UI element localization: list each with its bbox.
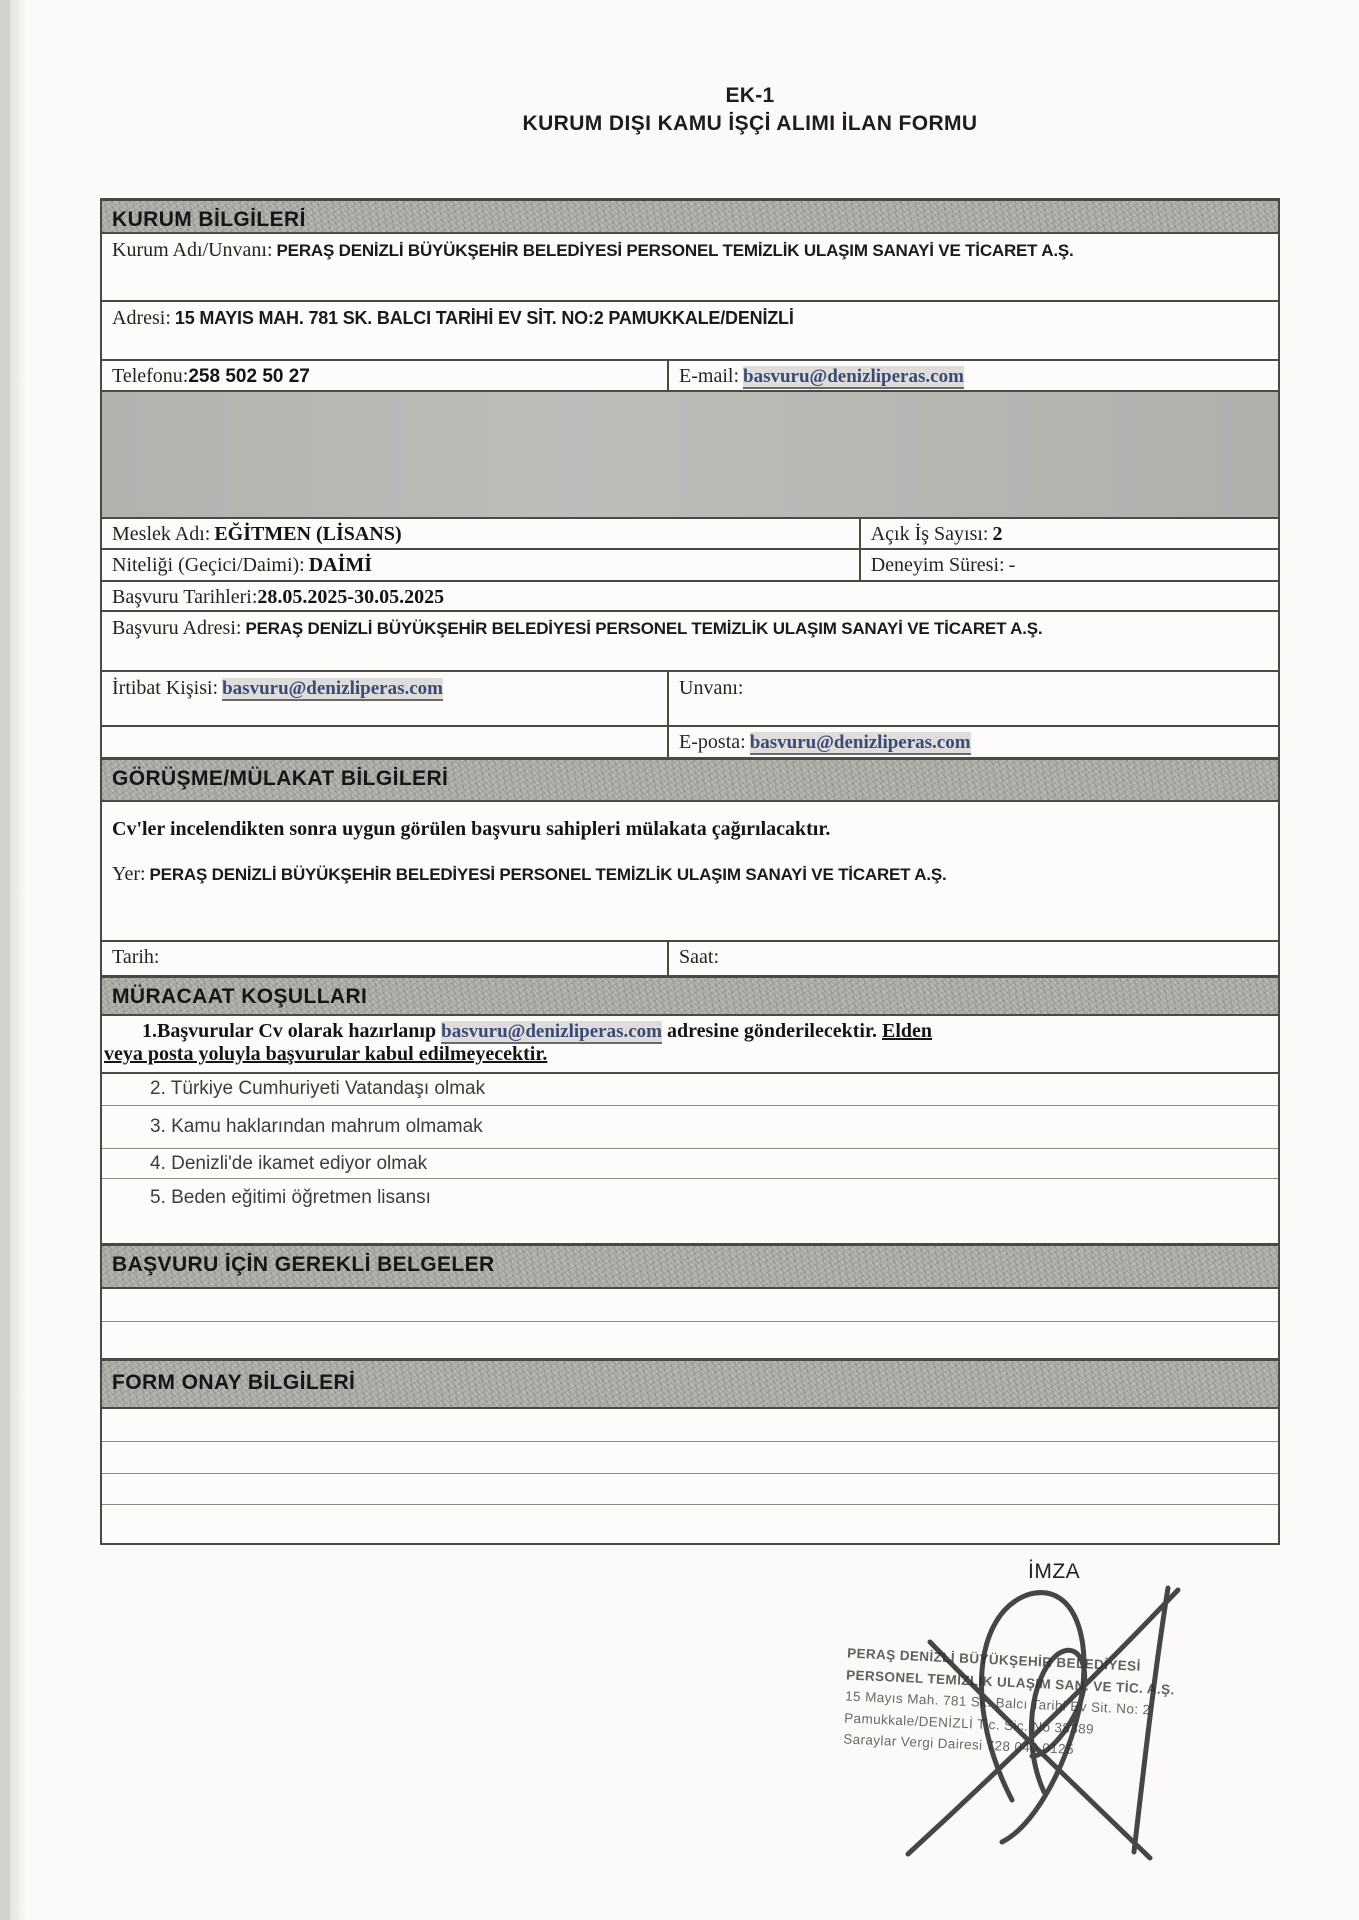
document-title-block [140, 84, 1359, 136]
onay-empty-row-1 [102, 1409, 1278, 1442]
onay-empty-row-2 [102, 1442, 1278, 1474]
meslek-cell [102, 519, 861, 548]
row-kosul-3 [102, 1106, 1278, 1149]
belgeler-empty-row-2 [102, 1322, 1278, 1360]
irtibat-cell [102, 672, 669, 725]
email-cell [669, 361, 1278, 390]
tarihleri-value: 28.05.2025-30.05.2025 [257, 586, 445, 608]
section-header-belgeler [102, 1245, 1278, 1289]
tarih-label: Tarih: [112, 946, 160, 968]
eposta-email-link[interactable]: basvuru@denizliperas.com [749, 732, 971, 753]
acik-is-label: Açık İş Sayısı: [870, 523, 989, 545]
kurum-adi-label: Kurum Adı/Unvanı: [112, 239, 273, 261]
section-title: MÜRACAAT KOŞULLARI [112, 985, 368, 1008]
row-irtibat-unvan [102, 672, 1278, 727]
row-kosul-2 [102, 1074, 1278, 1106]
acik-is-value: 2 [992, 523, 1003, 545]
row-adresi [102, 302, 1278, 361]
eposta-cell [669, 727, 1278, 757]
stamp-line-4: Pamukkale/DENİZLİ Tic. Sic. No 38389 [843, 1710, 1095, 1737]
onay-empty-row-4 [102, 1505, 1278, 1545]
kosul-3: 3. Kamu haklarından mahrum olmamak [150, 1116, 483, 1137]
section-title: BAŞVURU İÇİN GEREKLİ BELGELER [112, 1253, 495, 1276]
section-header-kurum-bilgileri [102, 200, 1278, 234]
eposta-label: E-posta: [679, 731, 746, 753]
stamp-line-1: PERAŞ DENİZLİ BÜYÜKŞEHİR BELEDİYESİ [846, 1645, 1142, 1674]
adresi-value: 15 MAYIS MAH. 781 SK. BALCI TARİHİ EV SİT. NO:2 PAMUKKALE/DENİZLİ [174, 308, 794, 328]
stamp-line-2: PERSONEL TEMİZLİK ULAŞIM SAN. VE TİC. A.Ş. [845, 1667, 1176, 1697]
kosul-1-prefix: 1.Başvurular Cv olarak hazırlanıp [142, 1020, 442, 1042]
row-kosul-5 [102, 1179, 1278, 1245]
kosul-1-underlined-b: veya posta yoluyla başvurular kabul edilmeyecektir. [104, 1043, 548, 1065]
yer-label: Yer: [112, 863, 146, 885]
deneyim-label: Deneyim Süresi: [870, 554, 1005, 576]
section-title: FORM ONAY BİLGİLERİ [112, 1371, 356, 1394]
kosul-1-email-link[interactable]: basvuru@denizliperas.com [441, 1021, 662, 1042]
basvuru-adresi-label: Başvuru Adresi: [112, 617, 242, 639]
row-gorusme-body [102, 802, 1278, 942]
basvuru-adresi-cell [102, 612, 1278, 670]
adresi-cell [102, 302, 1278, 359]
row-kosul-1 [102, 1016, 1278, 1074]
gorusme-body-cell [102, 802, 1278, 940]
saat-label: Saat: [679, 946, 720, 968]
row-basvuru-tarihleri [102, 582, 1278, 612]
kosul-1-cell [102, 1016, 1278, 1072]
telefon-cell [102, 361, 669, 390]
stamp-line-5: Saraylar Vergi Dairesi 728 040 0125 [842, 1731, 1075, 1758]
meslek-label: Meslek Adı: [112, 523, 211, 545]
deneyim-cell [861, 550, 1278, 580]
row-telefon-email [102, 361, 1278, 392]
section-title: KURUM BİLGİLERİ [112, 208, 306, 231]
kosul-5: 5. Beden eğitimi öğretmen lisansı [150, 1187, 431, 1208]
email-link[interactable]: basvuru@denizliperas.com [743, 366, 964, 387]
deneyim-value: - [1008, 554, 1016, 576]
tarihleri-cell [102, 582, 1278, 610]
unvani-cell [669, 672, 1278, 725]
email-label: E-mail: [679, 365, 740, 387]
form-table [100, 198, 1280, 1545]
unvani-label: Unvanı: [679, 677, 744, 699]
tarihleri-label: Başvuru Tarihleri: [112, 586, 258, 608]
cv-note: Cv'ler incelendikten sonra uygun görülen başvuru sahipleri mülakata çağırılacaktır. [112, 818, 831, 840]
yer-value: PERAŞ DENİZLİ BÜYÜKŞEHİR BELEDİYESİ PERSONEL TEMİZLİK ULAŞIM SANAYİ VE TİCARET A.Ş. [149, 865, 947, 884]
kosul-1-middle: adresine gönderilecektir. [662, 1020, 882, 1042]
kosul-4: 4. Denizli'de ikamet ediyor olmak [150, 1153, 428, 1174]
row-kurum-adi [102, 234, 1278, 302]
adresi-label: Adresi: [112, 307, 171, 329]
meslek-value: EĞİTMEN (LİSANS) [214, 523, 402, 545]
irtibat-email-link[interactable]: basvuru@denizliperas.com [222, 678, 443, 699]
company-stamp [843, 1643, 1267, 1770]
row-meslek [102, 519, 1278, 550]
section-header-muracaat [102, 977, 1278, 1016]
kurum-adi-value: PERAŞ DENİZLİ BÜYÜKŞEHİR BELEDİYESİ PERSONEL TEMİZLİK ULAŞIM SANAYİ VE TİCARET A.Ş. [276, 241, 1074, 260]
attachment-label: EK-1 [725, 84, 775, 107]
belgeler-empty-row-1 [102, 1289, 1278, 1322]
basvuru-adresi-value: PERAŞ DENİZLİ BÜYÜKŞEHİR BELEDİYESİ PERSONEL TEMİZLİK ULAŞIM SANAYİ VE TİCARET A.Ş. [245, 619, 1043, 638]
telefon-value: 258 502 50 27 [188, 366, 310, 387]
niteligi-cell [102, 550, 861, 580]
kosul-1-underlined-a: Elden [881, 1020, 933, 1042]
section-header-gorusme [102, 759, 1278, 802]
row-tarih-saat [102, 942, 1278, 977]
scan-edge-artifact-dark [0, 0, 10, 1920]
row-kosul-4 [102, 1149, 1278, 1179]
onay-empty-row-3 [102, 1474, 1278, 1505]
section-title: GÖRÜŞME/MÜLAKAT BİLGİLERİ [112, 767, 449, 790]
row-niteligi [102, 550, 1278, 582]
empty-cell [102, 727, 669, 757]
row-basvuru-adresi [102, 612, 1278, 672]
form-title: KURUM DIŞI KAMU İŞÇİ ALIMI İLAN FORMU [522, 112, 978, 135]
section-header-form-onay [102, 1360, 1278, 1409]
imza-label: İMZA [1028, 1560, 1081, 1583]
kosul-2: 2. Türkiye Cumhuriyeti Vatandaşı olmak [150, 1078, 486, 1099]
redacted-gray-block [102, 392, 1278, 519]
niteligi-label: Niteliği (Geçici/Daimi): [112, 554, 305, 576]
acik-is-cell [861, 519, 1278, 548]
telefon-label: Telefonu: [112, 365, 189, 387]
kurum-adi-cell [102, 234, 1278, 300]
saat-cell [669, 942, 1278, 975]
stamp-line-3: 15 Mayıs Mah. 781 Sk. Balcı Tarihi Ev Sit. No: 2 [844, 1688, 1151, 1718]
niteligi-value: DAİMİ [308, 554, 373, 576]
tarih-cell [102, 942, 669, 975]
row-eposta [102, 727, 1278, 759]
irtibat-label: İrtibat Kişisi: [112, 677, 219, 699]
